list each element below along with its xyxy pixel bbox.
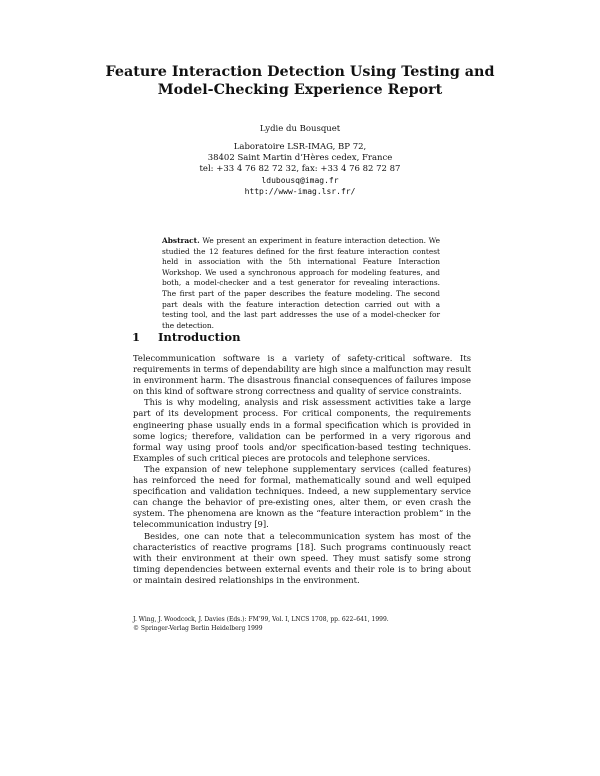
section-number: 1 [132, 330, 141, 344]
abstract [162, 236, 440, 331]
paper-title [90, 63, 510, 99]
publication-footnote [133, 616, 471, 633]
author-name: Lydie du Bousquet [259, 124, 341, 134]
title-line-2: Model-Checking Experience Report [157, 82, 443, 98]
paragraph: The expansion of new telephone supplementary services (called features) has reinforced the need for formal, mathematically sound and well equiped specification and validation techniques. Indeed, a new supplementary service can change the behavior of pre-existing ones, alter them, or even crash the system. The phenomena are known as the “feature interaction problem” in the telecommunication industry [9]. [133, 463, 471, 530]
footnote-line-1: J. Wing, J. Woodcock, J. Davies (Eds.): FM’99, Vol. I, LNCS 1708, pp. 622–641, 1999. [133, 616, 389, 623]
title-line-1: Feature Interaction Detection Using Testing and [105, 64, 495, 80]
affiliation-line-3: tel: +33 4 76 82 72 32, fax: +33 4 76 82 72 87 [199, 164, 401, 174]
abstract-text: We present an experiment in feature interaction detection. We studied the 12 features defined for the first feature interaction contest held in association with the 5th international Feature Interaction Workshop. We used a synchronous approach for modeling features, and both, a model-checker and a test generator for revealing interactions. The first part of the paper describes the feature modeling. The second part deals with the feature interaction detection carried out with a testing tool, and the last part addresses the use of a model-checker for the detection. [162, 236, 440, 330]
paragraph: Telecommunication software is a variety of safety-critical software. Its requirements in terms of dependability are high since a malfunction may result in environment harm. The disastrous financial consequences of failures impose on this kind of software strong correctness and quality of service constraints. [133, 353, 471, 397]
paragraph: This is why modeling, analysis and risk assessment activities take a large part of its development process. For critical components, the requirements engineering phase usually ends in a formal specification which is provided in some logics; therefore, validation can be performed in a very rigorous and formal way using proof tools and/or specification-based testing techniques. Examples of such critical pieces are protocols and telephone services. [133, 397, 471, 463]
institution-url[interactable]: http://www-imag.lsr.fr/ [244, 187, 356, 196]
footnote-line-2: © Springer-Verlag Berlin Heidelberg 1999 [133, 624, 263, 632]
section-heading [132, 330, 241, 344]
affiliation-block [100, 142, 500, 197]
section-title: Introduction [158, 330, 241, 344]
abstract-label: Abstract. [162, 236, 200, 245]
affiliation-line-2: 38402 Saint Martin d’Hères cedex, France [207, 153, 393, 163]
body-text [133, 353, 471, 586]
affiliation-line-1: Laboratoire LSR-IMAG, BP 72, [233, 142, 367, 152]
author-email[interactable]: ldubousq@imag.fr [261, 176, 339, 185]
paragraph: Besides, one can note that a telecommunication system has most of the characteristics of reactive programs [18]. Such programs continuously react with their environment at their own speed. They must satisfy some strong timing dependencies between external events and their role is to bring about or maintain desired relationships in the environment. [133, 530, 471, 585]
